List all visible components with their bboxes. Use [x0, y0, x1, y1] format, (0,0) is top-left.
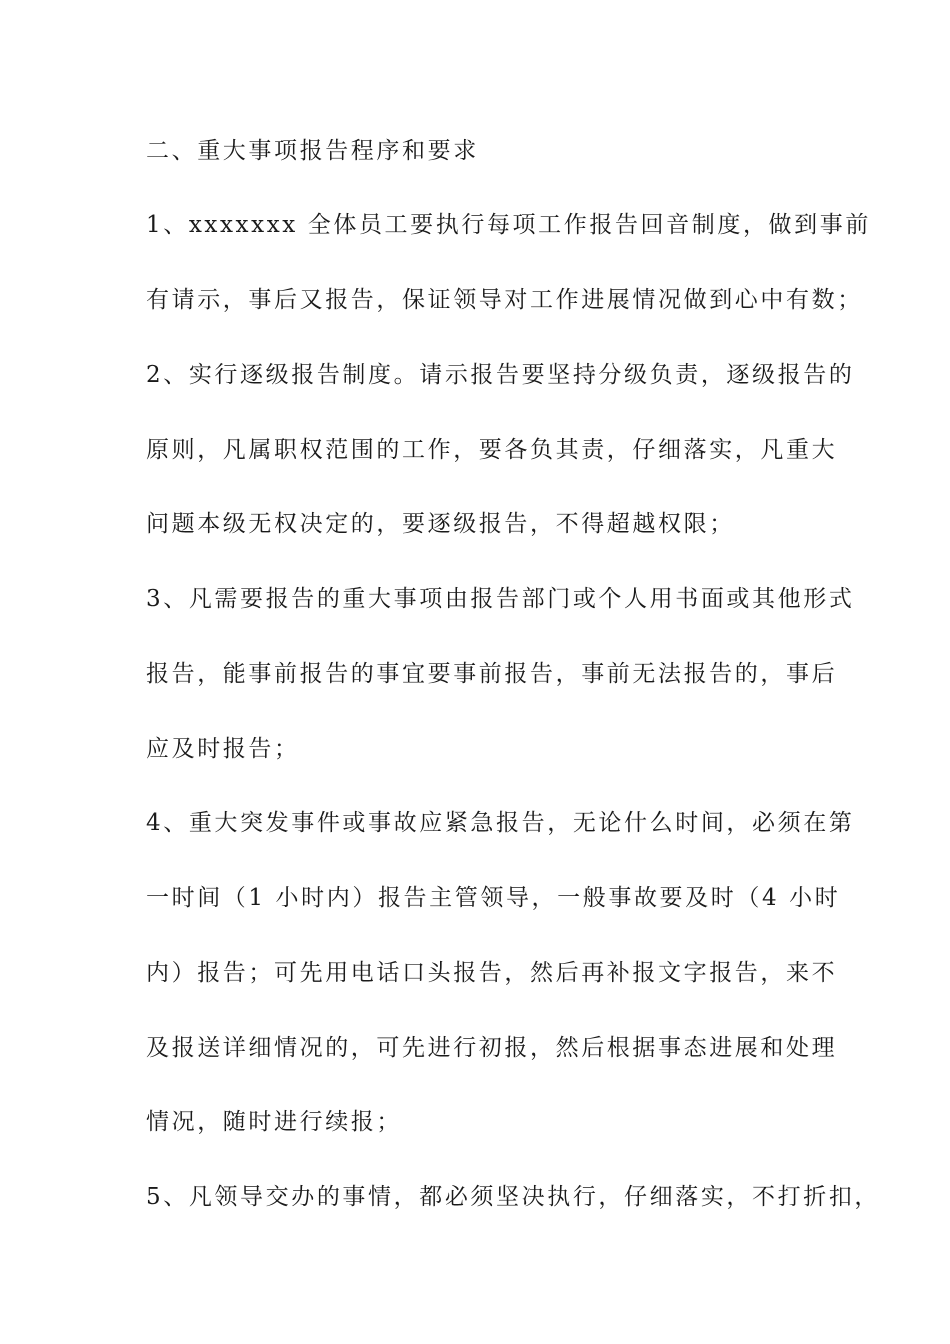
- text-line: 一时间（1 小时内）报告主管领导，一般事故要及时（4 小时: [146, 885, 841, 911]
- text-line: 内）报告；可先用电话口头报告，然后再补报文字报告，来不: [146, 960, 838, 986]
- text-line: 应及时报告；: [146, 736, 300, 762]
- text-line: 2、实行逐级报告制度。请示报告要坚持分级负责，逐级报告的: [146, 362, 855, 388]
- text-line: 有请示，事后又报告，保证领导对工作进展情况做到心中有数；: [146, 287, 863, 313]
- text-line: 4、重大突发事件或事故应紧急报告，无论什么时间，必须在第: [146, 810, 855, 836]
- text-line: 情况，随时进行续报；: [146, 1109, 402, 1135]
- text-line: 报告，能事前报告的事宜要事前报告，事前无法报告的，事后: [146, 661, 838, 687]
- section-heading: 二、重大事项报告程序和要求: [146, 138, 479, 164]
- text-line: 问题本级无权决定的，要逐级报告，不得超越权限；: [146, 511, 735, 537]
- text-line: 及报送详细情况的，可先进行初报，然后根据事态进展和处理: [146, 1035, 838, 1061]
- text-line: 1、xxxxxxx 全体员工要执行每项工作报告回音制度，做到事前: [146, 212, 871, 238]
- text-line: 5、凡领导交办的事情，都必须坚决执行，仔细落实，不打折扣，: [146, 1184, 881, 1210]
- text-line: 3、凡需要报告的重大事项由报告部门或个人用书面或其他形式: [146, 586, 855, 612]
- text-line: 原则，凡属职权范围的工作，要各负其责，仔细落实，凡重大: [146, 437, 838, 463]
